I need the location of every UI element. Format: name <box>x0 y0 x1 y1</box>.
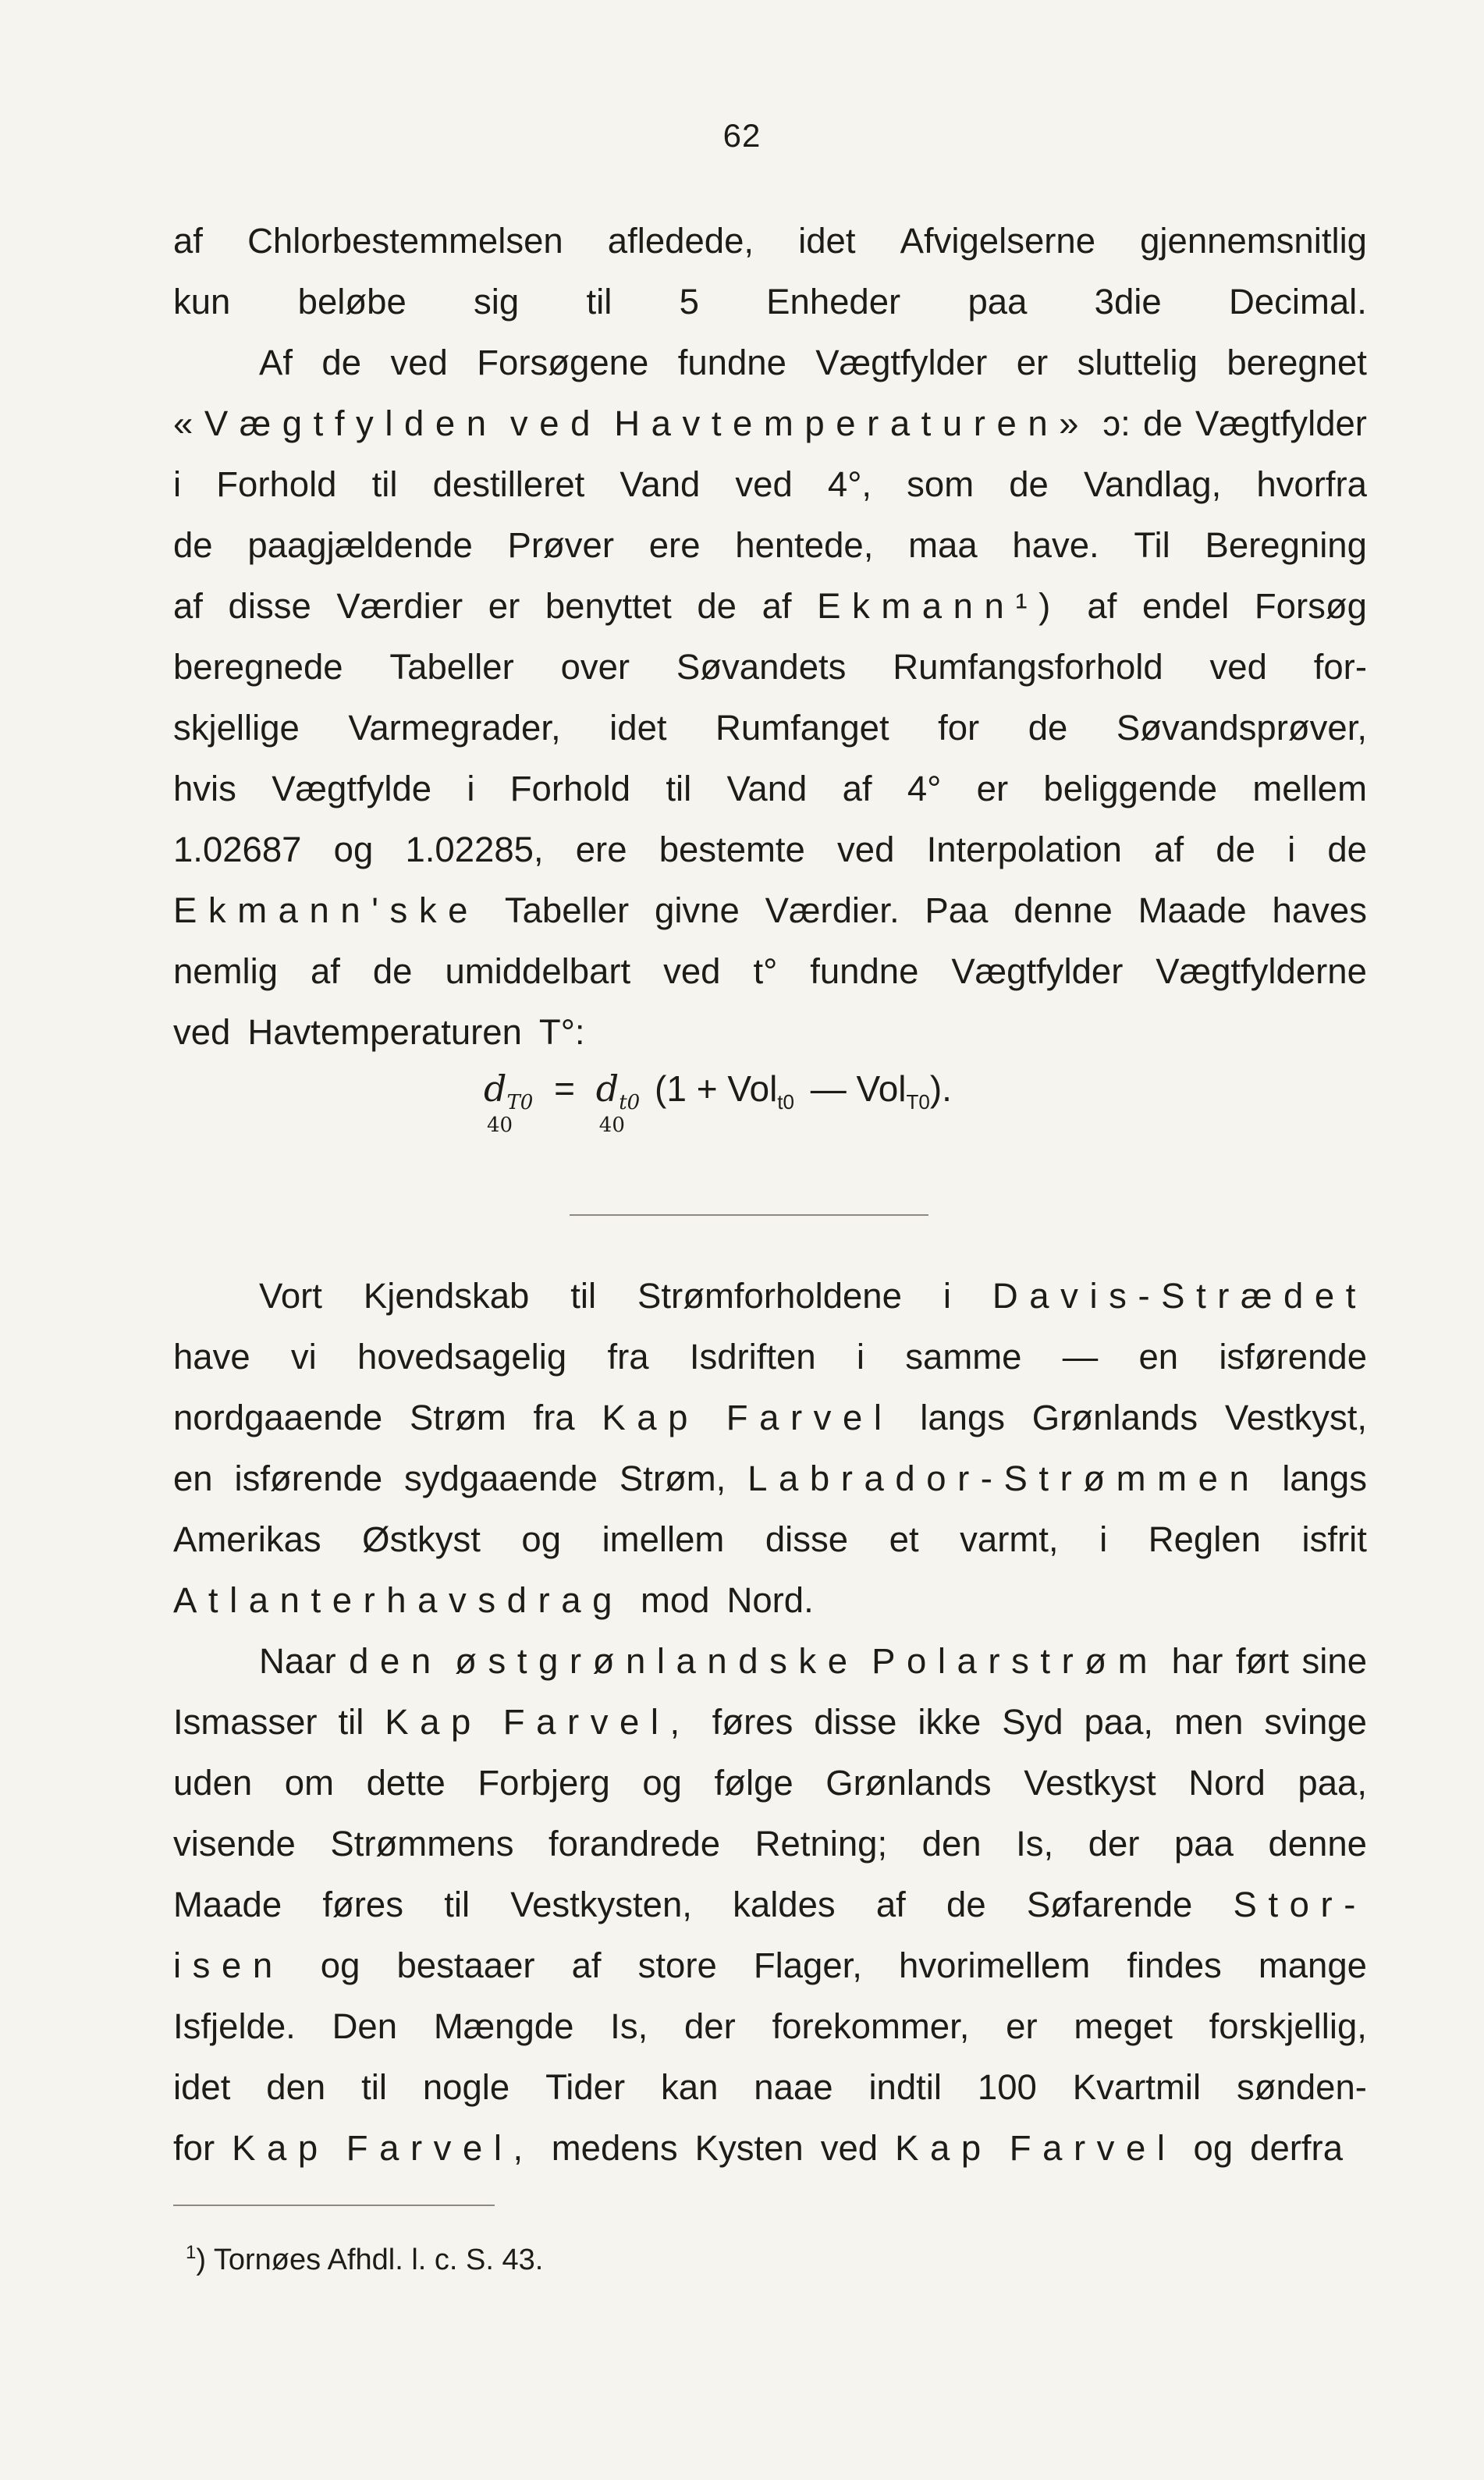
word: ere <box>648 525 701 565</box>
word: Rumfangsforhold <box>893 647 1163 687</box>
word: Kap <box>895 2128 992 2168</box>
word: paagjældende <box>247 525 473 565</box>
word: Is, <box>1016 1824 1054 1864</box>
word: men <box>1173 1702 1244 1742</box>
text-line <box>173 2118 1367 2179</box>
text-line <box>173 576 1367 637</box>
word: ved <box>837 830 895 869</box>
page-number: 62 <box>722 117 762 154</box>
text-line <box>173 1448 1367 1509</box>
word: ved <box>1209 647 1267 687</box>
word: Vægtfylde <box>272 769 432 808</box>
word: — <box>1062 1337 1099 1377</box>
word: t° <box>753 951 778 991</box>
word: Afvigelserne <box>900 221 1096 261</box>
word: i <box>856 1337 865 1377</box>
word: beliggende <box>1043 769 1218 808</box>
text-line <box>173 759 1367 819</box>
word: Havtemperaturen» <box>614 403 1091 443</box>
word: af <box>1087 586 1117 626</box>
word: paa, <box>1084 1702 1154 1742</box>
word: Kvartmil <box>1072 2067 1202 2107</box>
word: forandrede <box>549 1824 721 1864</box>
paragraph-chlor-and-specific-gravity <box>173 211 1367 1063</box>
word: Chlorbestemmelsen <box>247 221 563 261</box>
word: Vægtfylder <box>1195 403 1367 443</box>
word: et <box>889 1519 919 1559</box>
word: naae <box>754 2067 833 2107</box>
text-line <box>173 1692 1367 1753</box>
word: Værdier. <box>765 890 900 930</box>
word: Atlanterhavsdrag <box>173 1580 623 1620</box>
word: mellem <box>1252 769 1367 808</box>
word: Farvel, <box>346 2128 534 2168</box>
word: og <box>521 1519 562 1559</box>
density-formula: $d_{T0}$ 40 = $d_{t0}$ 40 (1 + Vol$_{t0}$ — Vol$_{T0}$). <box>484 1068 952 1137</box>
word: af <box>842 769 872 808</box>
word: ved <box>663 951 721 991</box>
word: Reglen <box>1148 1519 1261 1559</box>
word: Vestkyst <box>1024 1763 1156 1803</box>
word: hentede, <box>735 525 874 565</box>
word: af <box>1154 830 1184 869</box>
text-line <box>173 698 1367 759</box>
word: Forsøgene <box>477 343 649 382</box>
word: destilleret <box>432 464 585 504</box>
text-line <box>173 637 1367 698</box>
word: fundne <box>677 343 786 382</box>
word: de <box>1009 464 1049 504</box>
word: ved <box>735 464 793 504</box>
word: ved <box>173 1012 231 1052</box>
word: medens <box>551 2128 678 2168</box>
word: Beregning <box>1205 525 1367 565</box>
word: er <box>1016 343 1049 382</box>
word: Syd <box>1002 1702 1063 1742</box>
word: skjellige <box>173 708 300 748</box>
word: til <box>444 1885 470 1924</box>
word: Nord. <box>726 1580 814 1620</box>
text-line <box>173 1509 1367 1570</box>
word: og <box>642 1763 682 1803</box>
word: Grønlands <box>1031 1398 1198 1437</box>
word: der <box>683 2006 736 2046</box>
word: mange <box>1258 1945 1367 1985</box>
word: ved <box>509 403 602 443</box>
formula-rhs-density: $d_{t0}$ 40 <box>595 1068 641 1137</box>
text-line <box>173 1387 1367 1448</box>
word: af <box>310 951 340 991</box>
word: uden <box>173 1763 253 1803</box>
word: Strømforholdene <box>637 1276 902 1316</box>
text-line <box>173 211 1367 272</box>
word: bestaaer <box>396 1945 535 1985</box>
word: Forhold <box>509 769 631 808</box>
word: langs <box>1282 1459 1367 1498</box>
word: Farvel, <box>502 1702 691 1742</box>
word: hvorfra <box>1256 464 1367 504</box>
word: Tabeller <box>504 890 630 930</box>
word: forekommer, <box>772 2006 970 2046</box>
word: isførende <box>1219 1337 1367 1377</box>
word: Vort <box>259 1276 322 1316</box>
word: kun <box>173 282 231 322</box>
word: til <box>666 769 692 808</box>
word: Paa <box>925 890 989 930</box>
word: til <box>338 1702 364 1742</box>
word: Vandlag, <box>1083 464 1222 504</box>
word: Kap <box>232 2128 329 2168</box>
word: Kap <box>385 1702 482 1742</box>
word: mod <box>640 1580 710 1620</box>
word: i <box>1287 830 1296 869</box>
word: fra <box>533 1398 575 1437</box>
word: Farvel <box>726 1398 893 1437</box>
word: Maade <box>173 1885 282 1924</box>
word: den <box>266 2067 326 2107</box>
word: Farvel <box>1009 2128 1177 2168</box>
word: derfra <box>1250 2128 1344 2168</box>
word: Forhold <box>216 464 337 504</box>
word: have. <box>1012 525 1099 565</box>
word: Tabeller <box>389 647 514 687</box>
word: Kap <box>602 1398 699 1437</box>
word: Grønlands <box>825 1763 992 1803</box>
word: de <box>1028 708 1068 748</box>
word: Nord <box>1188 1763 1266 1803</box>
word: Ekmann'ske <box>173 890 480 930</box>
word: disse <box>814 1702 897 1742</box>
word: Amerikas <box>173 1519 321 1559</box>
word: have <box>173 1337 250 1377</box>
word: paa <box>1173 1824 1234 1864</box>
word: sønden- <box>1236 2067 1367 2107</box>
word: maa <box>908 525 978 565</box>
word: Kysten <box>694 2128 804 2168</box>
word: imellem <box>602 1519 725 1559</box>
word: er <box>488 586 520 626</box>
text-line <box>173 819 1367 880</box>
word: de <box>697 586 737 626</box>
word: denne <box>1268 1824 1367 1864</box>
word: de <box>372 951 413 991</box>
word: findes <box>1127 1945 1222 1985</box>
word: Østkyst <box>362 1519 481 1559</box>
word: nordgaaende <box>173 1398 383 1437</box>
word: for- <box>1313 647 1367 687</box>
word: fundne <box>810 951 919 991</box>
word: den <box>921 1824 982 1864</box>
word: sydgaaende <box>404 1459 598 1498</box>
text-line <box>173 941 1367 1002</box>
word: Tider <box>545 2067 626 2107</box>
word: til <box>361 2067 387 2107</box>
word: Af <box>259 343 293 382</box>
word: beregnet <box>1227 343 1367 382</box>
word: 1.02285, <box>405 830 544 869</box>
word: Naar <box>259 1641 336 1681</box>
word: Havtemperaturen <box>247 1012 522 1052</box>
word: beregnede <box>173 647 343 687</box>
word: til <box>570 1276 597 1316</box>
word: har <box>1171 1641 1223 1681</box>
word: idet <box>609 708 667 748</box>
word: Flager, <box>753 1945 862 1985</box>
word: de <box>1327 830 1367 869</box>
word: afledede, <box>607 221 754 261</box>
word: idet <box>798 221 856 261</box>
word: Davis-Strædet <box>992 1276 1367 1316</box>
word: Varmegrader, <box>348 708 561 748</box>
word: bestemte <box>659 830 805 869</box>
word: i <box>1099 1519 1108 1559</box>
word: Is, <box>610 2006 648 2046</box>
text-line <box>173 515 1367 576</box>
word: er <box>1006 2006 1038 2046</box>
word: varmt, <box>960 1519 1059 1559</box>
word: ved <box>390 343 448 382</box>
word: denne <box>1014 890 1113 930</box>
text-line <box>173 1814 1367 1874</box>
word: Til <box>1134 525 1170 565</box>
text-line <box>173 1002 1367 1063</box>
word: Forsøg <box>1254 586 1367 626</box>
word: endel <box>1141 586 1230 626</box>
word: disse <box>228 586 311 626</box>
word: af <box>173 586 203 626</box>
text-line <box>173 454 1367 515</box>
word: af <box>571 1945 602 1985</box>
word: og <box>320 1945 360 1985</box>
word: ved <box>820 2128 879 2168</box>
word: gjennemsnitlig <box>1140 221 1367 261</box>
word: langs <box>920 1398 1006 1437</box>
word: af <box>762 586 792 626</box>
word: Isfjelde. <box>173 2006 296 2046</box>
text-line <box>173 1327 1367 1387</box>
word: østgrønlandske <box>455 1641 859 1681</box>
word: Stor- <box>1233 1885 1367 1924</box>
word: Labrador-Strømmen <box>747 1459 1261 1498</box>
word: af <box>173 221 203 261</box>
word: idet <box>173 2067 231 2107</box>
word: en <box>1138 1337 1179 1377</box>
word: hvorimellem <box>899 1945 1091 1985</box>
word: nemlig <box>173 951 279 991</box>
word: umiddelbart <box>445 951 631 991</box>
formula-lhs: $d_{T0}$ 40 <box>484 1068 534 1137</box>
word: isen <box>173 1945 284 1985</box>
word: hvis <box>173 769 236 808</box>
word: Strømmens <box>330 1824 514 1864</box>
word: Rumfanget <box>715 708 889 748</box>
word: ɔ: <box>1102 403 1131 443</box>
word: Ekmann¹) <box>817 586 1062 626</box>
word: Strøm, <box>619 1459 726 1498</box>
word: følge <box>714 1763 793 1803</box>
text-line <box>173 880 1367 941</box>
word: meget <box>1074 2006 1173 2046</box>
word: Vægtfylder <box>815 343 988 382</box>
word: de <box>946 1885 986 1924</box>
word: T°: <box>538 1012 585 1052</box>
word: Prøver <box>507 525 615 565</box>
word: Enheder <box>766 282 901 322</box>
text-line <box>173 1996 1367 2057</box>
text-line <box>173 1753 1367 1814</box>
word: hovedsagelig <box>357 1337 567 1377</box>
text-line <box>173 1874 1367 1935</box>
word: fra <box>607 1337 649 1377</box>
word: Værdier <box>336 586 463 626</box>
text-line <box>173 393 1367 454</box>
word: som <box>907 464 975 504</box>
word: disse <box>765 1519 849 1559</box>
word: Søfarende <box>1026 1885 1193 1924</box>
word: over <box>560 647 630 687</box>
word: i <box>467 769 475 808</box>
text-line <box>173 1266 1367 1327</box>
word: nogle <box>422 2067 510 2107</box>
word: 4°, <box>827 464 872 504</box>
word: Strøm <box>409 1398 506 1437</box>
word: Vand <box>726 769 808 808</box>
text-line <box>173 1631 1367 1692</box>
word: benyttet <box>545 586 672 626</box>
word: ere <box>575 830 627 869</box>
word: 3die <box>1094 282 1162 322</box>
text-line <box>173 272 1367 332</box>
word: en <box>173 1459 213 1498</box>
word: 1.02687 <box>173 830 302 869</box>
paragraph-davis-strait-currents <box>173 1266 1367 2179</box>
word: der <box>1088 1824 1140 1864</box>
word: de <box>321 343 362 382</box>
word: føres <box>322 1885 403 1924</box>
word: til <box>371 464 398 504</box>
word: «Vægtfylden <box>173 403 498 443</box>
word: i <box>943 1276 951 1316</box>
word: de <box>173 525 213 565</box>
word: Vægtfylder <box>951 951 1124 991</box>
word: vi <box>290 1337 317 1377</box>
word: store <box>637 1945 717 1985</box>
word: forskjellig, <box>1209 2006 1367 2046</box>
word: Isdriften <box>689 1337 816 1377</box>
word: ført <box>1235 1641 1290 1681</box>
word: Polarstrøm <box>872 1641 1159 1681</box>
word: til <box>586 282 612 322</box>
word: sine <box>1301 1641 1367 1681</box>
text-line <box>173 2057 1367 2118</box>
word: Decimal. <box>1228 282 1367 322</box>
word: 100 <box>977 2067 1037 2107</box>
word: sluttelig <box>1077 343 1198 382</box>
word: de <box>1143 403 1183 443</box>
word: kaldes <box>733 1885 836 1924</box>
word: føres <box>712 1702 793 1742</box>
word: ikke <box>918 1702 982 1742</box>
word: Vestkyst, <box>1224 1398 1367 1437</box>
text-line <box>173 332 1367 393</box>
word: Ismasser <box>173 1702 318 1742</box>
word: Vand <box>620 464 701 504</box>
word: Mængde <box>433 2006 574 2046</box>
word: 5 <box>679 282 699 322</box>
word: og <box>1193 2128 1234 2168</box>
word: paa <box>967 282 1028 322</box>
word: Søvandets <box>676 647 847 687</box>
word: Søvandsprøver, <box>1116 708 1367 748</box>
word: for <box>173 2128 215 2168</box>
word: Kjendskab <box>363 1276 530 1316</box>
word: den <box>349 1641 442 1681</box>
word: Forbjerg <box>478 1763 610 1803</box>
word: samme <box>905 1337 1022 1377</box>
footnote: $^1$) Tornøes Afhdl. l. c. S. 43. <box>186 2242 544 2276</box>
word: paa, <box>1298 1763 1367 1803</box>
word: af <box>875 1885 906 1924</box>
word: isfrit <box>1301 1519 1367 1559</box>
footnote-divider <box>173 2205 495 2206</box>
word: om <box>284 1763 335 1803</box>
word: Den <box>332 2006 398 2046</box>
word: kan <box>661 2067 719 2107</box>
text-line <box>173 1570 1367 1631</box>
word: i <box>173 464 182 504</box>
word: beløbe <box>297 282 407 322</box>
word: Vægtfylderne <box>1156 951 1367 991</box>
word: Vestkysten, <box>510 1885 692 1924</box>
word: dette <box>366 1763 446 1803</box>
word: og <box>333 830 374 869</box>
word: indtil <box>868 2067 943 2107</box>
section-divider <box>570 1214 928 1216</box>
word: Retning; <box>754 1824 888 1864</box>
word: givne <box>655 890 740 930</box>
word: er <box>976 769 1009 808</box>
word: isførende <box>234 1459 383 1498</box>
word: haves <box>1272 890 1367 930</box>
word: sig <box>474 282 520 322</box>
word: Interpolation <box>926 830 1122 869</box>
word: 4° <box>907 769 942 808</box>
word: for <box>938 708 980 748</box>
word: visende <box>173 1824 296 1864</box>
word: Maade <box>1138 890 1247 930</box>
text-line <box>173 1935 1367 1996</box>
word: de <box>1216 830 1255 869</box>
word: svinge <box>1264 1702 1367 1742</box>
